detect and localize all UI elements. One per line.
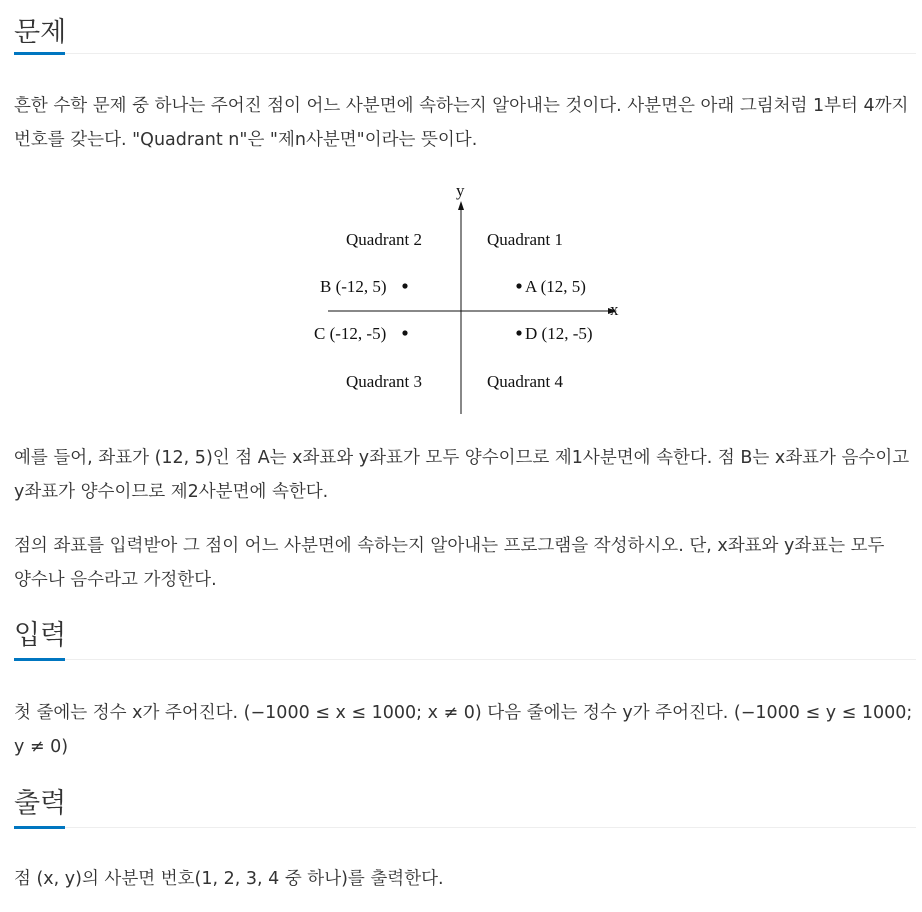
input-heading: 입력 (14, 620, 67, 651)
point-b-dot (402, 283, 407, 288)
point-d-dot (516, 330, 521, 335)
y-axis-label: y (456, 181, 465, 200)
output-section-header (14, 781, 916, 831)
input-header-divider (14, 659, 916, 660)
quadrant-1-label: Quadrant 1 (487, 230, 564, 249)
quadrant-3-label: Quadrant 3 (346, 372, 423, 391)
problem-paragraph-3: 점의 좌표를 입력받아 그 점이 어느 사분면에 속하는지 알아내는 프로그램을 작성하시오. 단, x좌표와 y좌표는 모두 양수나 음수라고 가정한다. (14, 536, 885, 590)
problem-header-accent (14, 52, 65, 55)
problem-paragraph-1: 흔한 수학 문제 중 하나는 주어진 점이 어느 사분면에 속하는지 알아내는 것이다. 사분면은 아래 그림처럼 1부터 4까지 번호를 갖는다. "Quadrant n"은 "제n사분면"이라는 뜻이다. (14, 96, 909, 150)
y-axis-arrow (458, 201, 464, 210)
problem-heading: 문제 (14, 17, 67, 48)
point-b-label: B (-12, 5) (320, 277, 387, 296)
output-header-accent (14, 826, 65, 829)
output-header-divider (14, 827, 916, 828)
input-section-header (14, 613, 916, 663)
point-c-dot (402, 330, 407, 335)
output-heading: 출력 (14, 788, 67, 819)
point-a-dot (516, 283, 521, 288)
point-a-label: A (12, 5) (525, 277, 586, 296)
quadrant-4-label: Quadrant 4 (487, 372, 564, 391)
output-description: 점 (x, y)의 사분면 번호(1, 2, 3, 4 중 하나)를 출력한다. (14, 869, 444, 889)
quadrant-2-label: Quadrant 2 (346, 230, 423, 249)
input-header-accent (14, 658, 65, 661)
problem-header-divider (14, 53, 916, 54)
point-c-label: C (-12, -5) (314, 324, 387, 343)
point-d-label: D (12, -5) (525, 324, 593, 343)
x-axis-label: x (610, 300, 619, 319)
quadrant-figure (300, 176, 630, 418)
input-description: 첫 줄에는 정수 x가 주어진다. (−1000 ≤ x ≤ 1000; x ≠ 0) 다음 줄에는 정수 y가 주어진다. (−1000 ≤ y ≤ 1000; y ≠ 0) (14, 703, 913, 757)
problem-section-header (14, 10, 916, 58)
problem-paragraph-2: 예를 들어, 좌표가 (12, 5)인 점 A는 x좌표와 y좌표가 모두 양수이므로 제1사분면에 속한다. 점 B는 x좌표가 음수이고 y좌표가 양수이므로 제2사분면에 속한다. (14, 448, 910, 502)
